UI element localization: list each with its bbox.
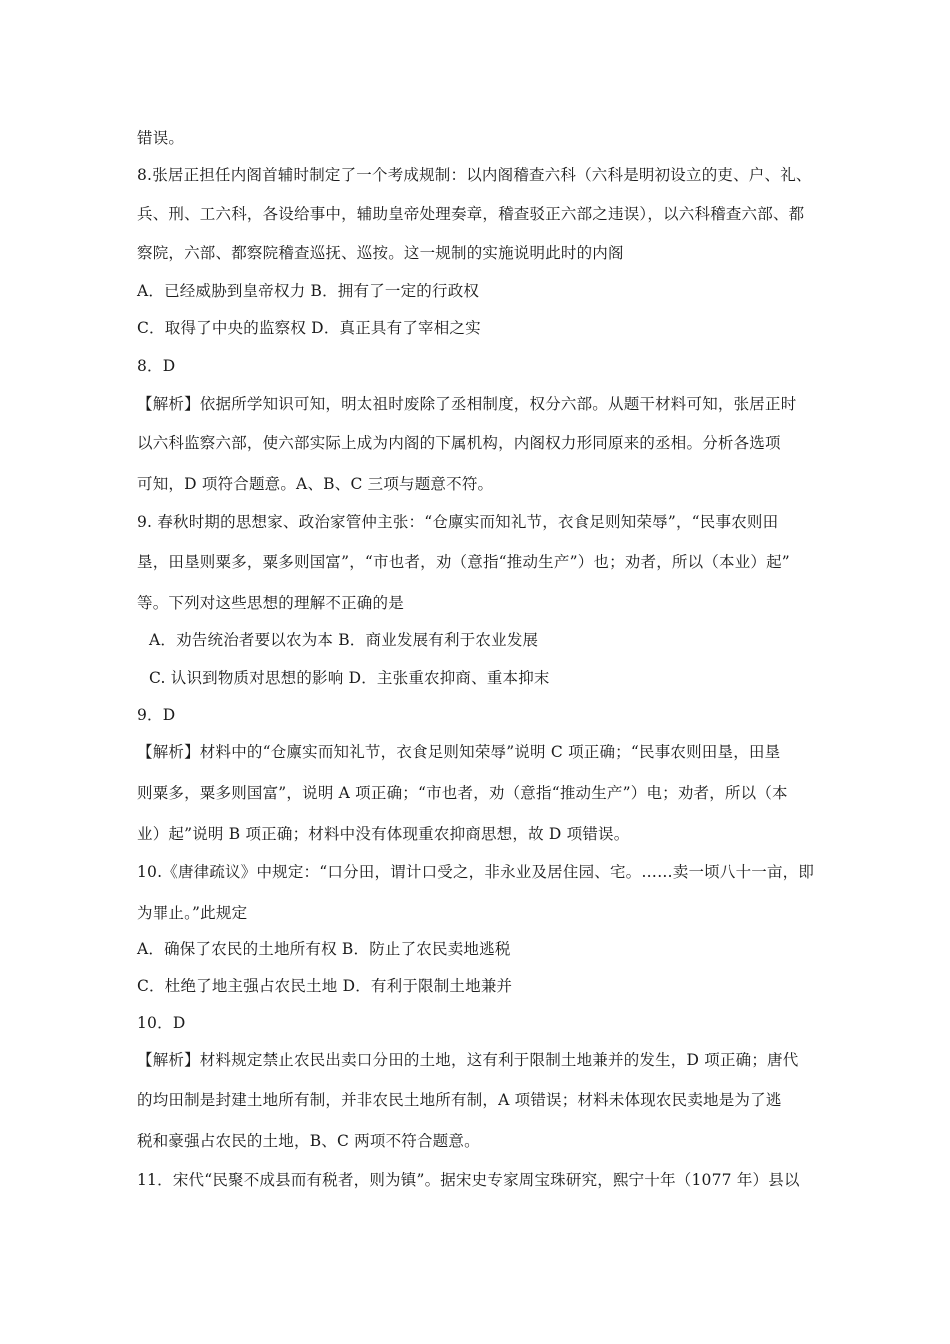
question-9-stem-line: 等。下列对这些思想的理解不正确的是 bbox=[137, 594, 404, 612]
question-9-stem-line: 9. 春秋时期的思想家、政治家管仲主张：“仓廪实而知礼节，衣食足则知荣辱”，“民事农则田 bbox=[137, 513, 779, 531]
question-11-stem-line: 11．宋代“民聚不成县而有税者，则为镇”。据宋史专家周宝珠研究，熙宁十年（1077 年）县以 bbox=[137, 1171, 800, 1189]
question-10-analysis-line: 【解析】材料规定禁止农民出卖口分田的土地，这有利于限制土地兼并的发生，D 项正确；唐代 bbox=[137, 1051, 799, 1069]
question-8-stem-line: 察院，六部、都察院稽查巡抚、巡按。这一规制的实施说明此时的内阁 bbox=[137, 244, 624, 262]
question-10-stem-line: 10.《唐律疏议》中规定：“口分田，谓计口受之，非永业及居住园、宅。……卖一顷八十一亩，即 bbox=[137, 863, 815, 881]
question-8-analysis-line: 可知，D 项符合题意。A、B、C 三项与题意不符。 bbox=[137, 475, 494, 493]
question-9-analysis-line: 则粟多，粟多则国富”，说明 A 项正确；“市也者，劝（意指“推动生产”）电；劝者，所以（本 bbox=[137, 784, 788, 802]
question-8-analysis-line: 以六科监察六部，使六部实际上成为内阁的下属机构，内阁权力形同原来的丞相。分析各选项 bbox=[137, 434, 781, 452]
question-9-options-line: A．劝告统治者要以农为本 B．商业发展有利于农业发展 bbox=[149, 631, 539, 649]
question-8-options-line: A．已经威胁到皇帝权力 B．拥有了一定的行政权 bbox=[137, 282, 480, 300]
question-8-options-line: C．取得了中央的监察权 D．真正具有了宰相之实 bbox=[137, 319, 481, 337]
question-9-answer: 9．D bbox=[137, 706, 176, 724]
question-10-analysis-line: 税和豪强占农民的土地，B、C 两项不符合题意。 bbox=[137, 1132, 480, 1150]
question-8-answer: 8．D bbox=[137, 357, 176, 375]
question-10-options-line: A．确保了农民的土地所有权 B．防止了农民卖地逃税 bbox=[137, 940, 511, 958]
question-9-options-line: C. 认识到物质对思想的影响 D．主张重农抑商、重本抑末 bbox=[149, 669, 550, 687]
question-10-stem-line: 为罪止。”此规定 bbox=[137, 904, 248, 922]
question-10-analysis-line: 的均田制是封建土地所有制，并非农民土地所有制，A 项错误；材料未体现农民卖地是为了逃 bbox=[137, 1091, 782, 1109]
question-10-answer: 10．D bbox=[137, 1014, 186, 1032]
question-8-stem-line: 8.张居正担任内阁首辅时制定了一个考成规制：以内阁稽查六科（六科是明初设立的吏、户、礼、 bbox=[137, 166, 812, 184]
text-line: 错误。 bbox=[137, 129, 185, 147]
question-8-analysis-line: 【解析】依据所学知识可知，明太祖时废除了丞相制度，权分六部。从题干材料可知，张居正时 bbox=[137, 395, 797, 413]
question-9-stem-line: 垦，田垦则粟多，粟多则国富”，“市也者，劝（意指“推动生产”）也；劝者，所以（本业）起” bbox=[137, 553, 790, 571]
question-10-options-line: C．杜绝了地主强占农民土地 D．有利于限制土地兼并 bbox=[137, 977, 513, 995]
question-9-analysis-line: 【解析】材料中的“仓廪实而知礼节，衣食足则知荣辱”说明 C 项正确；“民事农则田垦，田垦 bbox=[137, 743, 781, 761]
question-8-stem-line: 兵、刑、工六科，各设给事中，辅助皇帝处理奏章，稽查驳正六部之违误），以六科稽查六部、都 bbox=[137, 205, 805, 223]
question-9-analysis-line: 业）起”说明 B 项正确；材料中没有体现重农抑商思想，故 D 项错误。 bbox=[137, 825, 630, 843]
